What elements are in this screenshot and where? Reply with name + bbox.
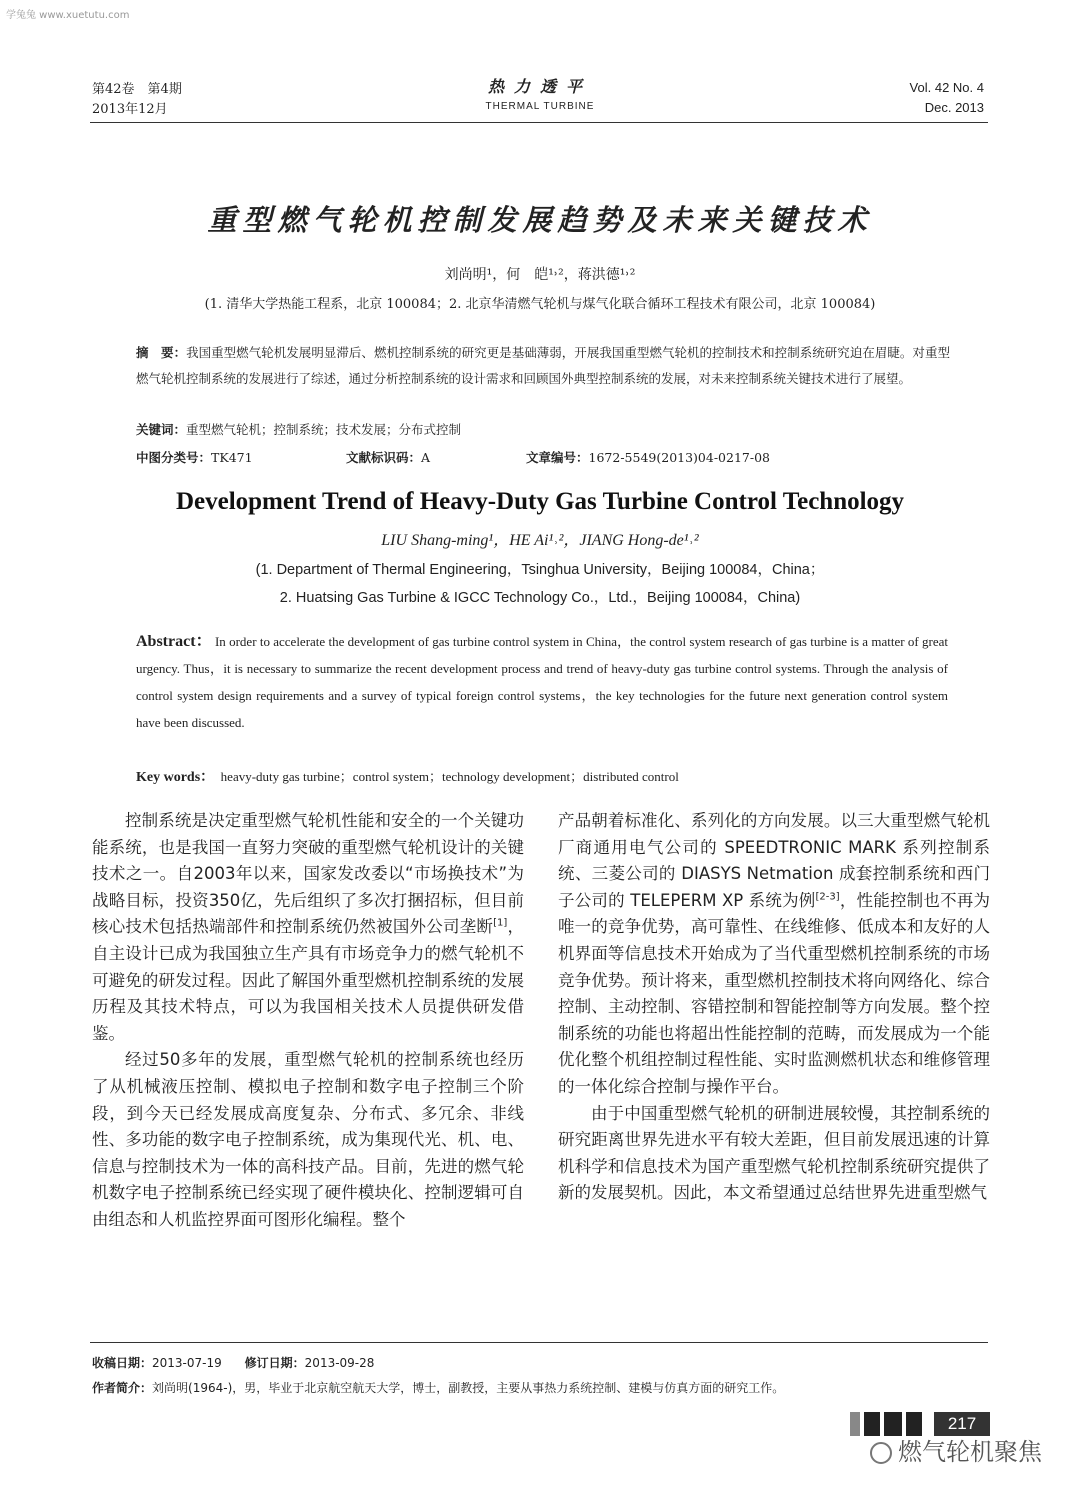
- wechat-label: 燃气轮机聚焦: [898, 1438, 1042, 1466]
- header-rule: [90, 122, 988, 123]
- keywords-en-label: Key words：: [136, 770, 215, 785]
- affiliation-en-1: (1. Department of Thermal Engineering，Tsinghua University，Beijing 100084，China；: [255, 562, 825, 578]
- article-no-value: 1672-5549(2013)04-0217-08: [588, 450, 770, 465]
- abstract-en-label: Abstract：: [136, 633, 212, 650]
- footnote-rule: [90, 1342, 988, 1343]
- revised-label: 修订日期：: [244, 1356, 305, 1370]
- doc-code-value: A: [421, 450, 431, 465]
- paragraph: [92, 808, 524, 1047]
- citation-2-3: [2-3]: [815, 891, 840, 903]
- footnote-author: [92, 1377, 784, 1399]
- keywords-cn-label: 关键词：: [136, 422, 187, 437]
- author-bio-label: 作者简介：: [92, 1381, 153, 1395]
- classification-line: [136, 448, 956, 466]
- volume-en: Vol. 42 No. 4: [909, 80, 984, 95]
- article-no-label: 文章编号：: [526, 450, 589, 465]
- body-column-left: [92, 808, 524, 1234]
- footnote-dates: [92, 1352, 374, 1374]
- wechat-watermark: [870, 1432, 1042, 1467]
- author-bio-text: 刘尚明(1964-)，男，毕业于北京航空航天大学，博士，副教授，主要从事热力系统控制、建模与仿真方面的研究工作。: [152, 1381, 785, 1395]
- header-right: [910, 78, 984, 118]
- doc-code-label: 文献标识码：: [346, 450, 422, 465]
- citation-1: [1]: [493, 917, 508, 929]
- clc-value: TK471: [211, 450, 253, 465]
- paragraph-text: ，自主设计已成为我国独立生产具有市场竞争力的燃气轮机不可避免的研发过程。因此了解国外重型燃机控制系统的发展历程及其技术特点，可以为我国相关技术人员提供研发借鉴。: [92, 917, 525, 1043]
- affiliation-en: [0, 556, 1080, 612]
- watermark: 学兔兔 www.xuetutu.com: [6, 10, 130, 21]
- paragraph-text: 控制系统是决定重型燃气轮机性能和安全的一个关键功能系统，也是我国一直努力突破的重型燃气轮机设计的关键技术之一。自2003年以来，国家发改委以“市场换技术”为战略目标，投资350亿，先后组织了多次打捆招标，但目前核心技术包括热端部件和控制系统仍然被国外公司垄断: [92, 811, 524, 937]
- date-cn: 2013年12月: [92, 102, 168, 117]
- received-label: 收稿日期：: [92, 1356, 153, 1370]
- received-date: 2013-07-19: [152, 1356, 222, 1370]
- journal-name-en: THERMAL TURBINE: [485, 101, 595, 112]
- clc-label: 中图分类号：: [136, 450, 212, 465]
- paragraph: 由于中国重型燃气轮机的研制进展较慢，其控制系统的研究距离世界先进水平有较大差距，但目前发展迅速的计算机科学和信息技术为国产重型燃气轮机控制系统研究提供了新的发展契机。因此，本文希望通过总结世界先进重型燃气: [558, 1103, 990, 1203]
- abstract-cn: [136, 340, 950, 392]
- affiliation-en-2: 2. Huatsing Gas Turbine & IGCC Technology Co.，Ltd.，Beijing 100084，China): [279, 590, 801, 606]
- paragraph: [558, 808, 990, 1101]
- page-number: 217: [934, 1412, 990, 1436]
- revised-date: 2013-09-28: [304, 1356, 375, 1370]
- keywords-cn: [136, 420, 461, 438]
- keywords-cn-text: 重型燃气轮机；控制系统；技术发展；分布式控制: [186, 422, 462, 437]
- authors-en: LIU Shang-ming¹，HE Ai¹˒²，JIANG Hong-de¹˒²: [381, 532, 699, 549]
- abstract-en-text: In order to accelerate the development of gas turbine control system in China，the control system research of gas turbine is a matter of great urgency. Thus，it is necessary to summarize the recent development process and trend of heavy-duty gas turbine control systems. Through the analysis of control system design requirements and a survey of typical foreign control systems，the key technologies for the future next generation control system have been discussed.: [136, 634, 948, 730]
- paragraph: 经过50多年的发展，重型燃气轮机的控制系统也经历了从机械液压控制、模拟电子控制和数字电子控制三个阶段，到今天已经发展成高度复杂、分布式、多冗余、非线性、多功能的数字电子控制系统，成为集现代光、机、电、信息与控制技术为一体的高科技产品。目前，先进的燃气轮机数字电子控制系统已经实现了硬件模块化、控制逻辑可自由组态和人机监控界面可图形化编程。整个: [92, 1050, 524, 1229]
- title-cn: 重型燃气轮机控制发展趋势及未来关键技术: [207, 203, 873, 237]
- keywords-en: [136, 766, 679, 786]
- keywords-en-text: heavy-duty gas turbine；control system；technology development；distributed control: [220, 769, 679, 784]
- affiliation-cn: (1. 清华大学热能工程系，北京 100084；2. 北京华清燃气轮机与煤气化联合循环工程技术有限公司，北京 100084): [204, 297, 876, 312]
- body-column-right: [558, 808, 990, 1207]
- paragraph-text: 产品朝着标准化、系列化的方向发展。以三大重型燃气轮机厂商通用电气公司的 SPEEDTRONIC MARK 系列控制系统、三菱公司的 DIASYS Netmation 成套控制系统和西门子公司的 TELEPERM XP 系统为例: [558, 811, 990, 910]
- date-en: Dec. 2013: [924, 100, 984, 115]
- abstract-cn-label: 摘 要：: [136, 345, 187, 360]
- journal-name-cn: 热力透平: [487, 77, 592, 96]
- authors-cn: 刘尚明¹，何 皑¹˒²，蒋洪德¹˒²: [444, 267, 636, 283]
- wechat-icon: [870, 1442, 892, 1464]
- abstract-cn-text: 我国重型燃气轮机发展明显滞后、燃机控制系统的研究更是基础薄弱，开展我国重型燃气轮机的控制技术和控制系统研究迫在眉睫。对重型燃气轮机控制系统的发展进行了综述，通过分析控制系统的设计需求和回顾国外典型控制系统的发展，对未来控制系统关键技术进行了展望。: [136, 345, 950, 386]
- paragraph-text: ，性能控制也不再为唯一的竞争优势，高可靠性、在线维修、低成本和友好的人机界面等信息技术开始成为了当代重型燃机控制系统的市场竞争优势。预计将来，重型燃机控制技术将向网络化、综合控制、主动控制、容错控制和智能控制等方向发展。整个控制系统的功能也将超出性能控制的范畴，而发展成为一个能优化整个机组控制过程性能、实时监测燃机状态和维修管理的一体化综合控制与操作平台。: [558, 890, 991, 1096]
- volume-cn: 第42卷 第4期: [92, 82, 182, 97]
- title-en: Development Trend of Heavy-Duty Gas Turbine Control Technology: [175, 488, 905, 515]
- abstract-en: [136, 628, 948, 736]
